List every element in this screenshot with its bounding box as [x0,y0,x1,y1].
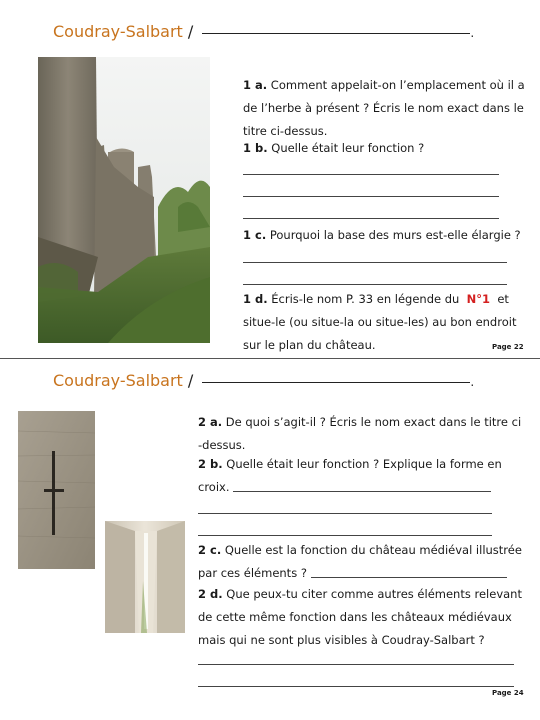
q2d-number: 2 d. [198,587,223,601]
q2a-line2: -dessus. [198,438,246,452]
question-2b [198,453,502,499]
q1c-answer-line-2[interactable] [243,284,507,285]
section2-title-separator: / [187,371,194,390]
q2b-answer-line-3[interactable] [198,535,492,536]
q2d-answer-line-1[interactable] [198,664,514,665]
q1b-answer-line-1[interactable] [243,174,499,175]
section2-title-end: . [470,375,475,389]
q1d-line1-b: et [497,292,509,306]
question-2c [198,539,522,585]
question-1d [243,288,516,357]
castle-walls-photo [38,57,210,343]
q1b-text: Quelle était leur fonction ? [271,141,425,155]
q2a-number: 2 a. [198,415,223,429]
question-2a [198,411,521,457]
page-number-22: Page 22 [492,343,524,351]
section2-title [53,371,474,390]
q2c-line2: par ces éléments ? [198,566,307,580]
q1a-number: 1 a. [243,78,268,92]
q2c-line1: Quelle est la fonction du château médiéval illustrée [224,543,522,557]
q1d-line1-a: Écris-le nom P. 33 en légende du [271,292,460,306]
q1d-number-badge: N°1 [466,292,491,306]
q1a-line3: titre ci-dessus. [243,124,328,138]
section1-title [53,22,474,41]
q2d-line3: mais qui ne sont plus visibles à Coudray-Salbart ? [198,633,485,647]
cross-arrow-slit-photo [18,411,95,569]
question-1c [243,224,521,247]
q2c-number: 2 c. [198,543,222,557]
section1-title-blank [202,33,470,34]
q2b-line2: croix. [198,480,230,494]
q2c-answer-inline[interactable] [311,568,507,578]
section1-title-end: . [470,26,475,40]
q1b-answer-line-2[interactable] [243,196,499,197]
q1a-line2: de l’herbe à présent ? Écris le nom exact dans le [243,101,524,115]
q1c-text: Pourquoi la base des murs est-elle élargie ? [269,228,521,242]
q1b-number: 1 b. [243,141,268,155]
q2b-number: 2 b. [198,457,223,471]
q1d-line2: situe-le (ou situe-la ou situe-les) au bon endroit [243,315,517,329]
q1b-answer-line-3[interactable] [243,218,499,219]
q1a-line1: Comment appelait-on l’emplacement où il a [270,78,525,92]
q2b-answer-inline[interactable] [233,482,491,492]
question-1a [243,74,525,143]
section2-title-name: Coudray-Salbart [53,371,183,390]
question-1b [243,137,424,160]
q2d-answer-line-2[interactable] [198,686,514,687]
q1c-number: 1 c. [243,228,267,242]
section-divider [0,358,540,359]
q2b-answer-line-2[interactable] [198,513,492,514]
q1d-line3: sur le plan du château. [243,338,376,352]
q2a-line1: De quoi s’agit-il ? Écris le nom exact dans le titre ci [225,415,522,429]
q1c-answer-line-1[interactable] [243,262,507,263]
embrasure-interior-photo [105,521,185,633]
section2-title-blank [202,382,470,383]
q1d-number: 1 d. [243,292,268,306]
q2d-line1: Que peux-tu citer comme autres éléments relevant [226,587,522,601]
section1-title-separator: / [187,22,194,41]
page-number-24: Page 24 [492,689,524,697]
section1-title-name: Coudray-Salbart [53,22,183,41]
question-2d [198,583,522,652]
q2b-line1: Quelle était leur fonction ? Explique la forme en [226,457,502,471]
q2d-line2: de cette même fonction dans les châteaux médiévaux [198,610,512,624]
